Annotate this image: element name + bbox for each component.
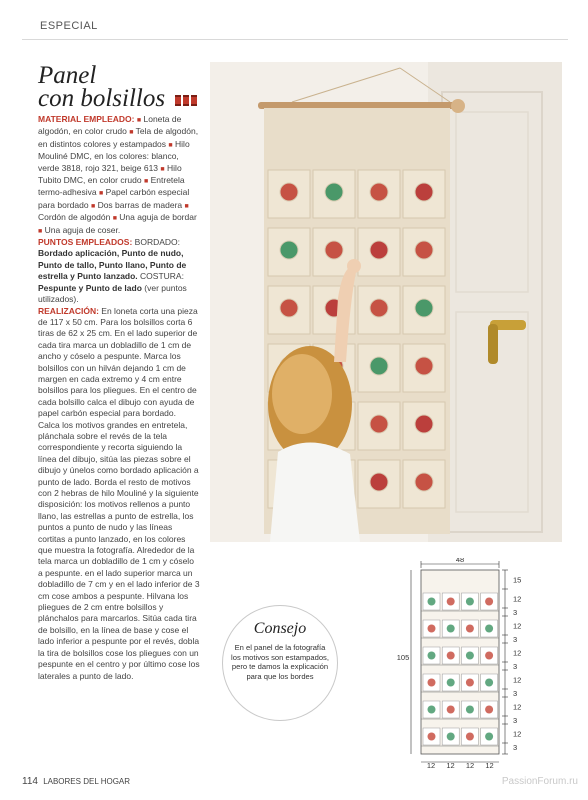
pocket-motif	[280, 183, 298, 201]
diagram-motif	[466, 733, 474, 741]
diagram-motif	[428, 706, 436, 714]
material-item: Hilo Mouliné DMC, en los colores: blanco, verde 3818, rojo 321, beige 613	[38, 138, 190, 173]
pocket-motif	[415, 299, 433, 317]
bullet-icon: ■	[160, 165, 165, 173]
instructions-column	[38, 114, 200, 682]
watermark: PassionForum.ru	[501, 776, 578, 787]
diagram-motif	[485, 625, 493, 633]
section-label: ESPECIAL	[40, 20, 98, 32]
dimension-label: 12	[513, 675, 522, 685]
diagram-right-dimensions	[502, 570, 521, 754]
pocket-motif	[415, 473, 433, 491]
pocket-motif	[325, 183, 343, 201]
dimension-label: 12	[513, 648, 522, 658]
diagram-width-label: 48	[455, 558, 465, 564]
material-item: Entretela termo-adhesiva	[38, 175, 185, 198]
diagram-motif	[428, 652, 436, 660]
dimension-label: 3	[513, 635, 518, 644]
title-line-2-wrap	[38, 87, 197, 110]
dimension-label: 3	[513, 608, 518, 617]
sewing-stitches: Pespunte y Punto de lado	[38, 282, 142, 293]
dimension-label: 12	[485, 761, 494, 770]
material-item: Hilo Tubito DMC, en color crudo	[38, 162, 182, 186]
panel-diagram	[393, 558, 553, 770]
magazine-name: LABORES DEL HOGAR	[43, 777, 131, 786]
bullet-icon: ■	[144, 178, 149, 186]
diagram-motif	[447, 733, 455, 741]
diagram-bottom-dimensions	[421, 761, 499, 770]
diagram-motif	[466, 598, 474, 606]
sewing-label: COSTURA:	[140, 271, 184, 282]
embroidery-label: BORDADO:	[134, 237, 181, 248]
pocket-motif	[370, 241, 388, 259]
page-footer	[22, 776, 130, 787]
diagram-motif	[447, 679, 455, 687]
material-item: Papel carbón especial para bordado	[38, 187, 190, 210]
points-heading: PUNTOS EMPLEADOS:	[38, 237, 133, 248]
dimension-label: 3	[513, 689, 518, 698]
dimension-label: 12	[465, 761, 475, 770]
sewing-note: (ver puntos utilizados).	[38, 282, 187, 305]
title-line-1: Panel	[38, 62, 97, 89]
pocket-motif	[415, 357, 433, 375]
bullet-icon: ■	[90, 202, 96, 210]
material-item: Una aguja de coser.	[44, 224, 121, 235]
diagram-motif	[466, 679, 474, 687]
diagram-motif	[428, 733, 436, 741]
bullet-icon: ■	[98, 190, 104, 198]
material-item: Una aguja de bordar	[119, 212, 197, 223]
pocket-motif	[415, 415, 433, 433]
tip-title: Consejo	[253, 620, 307, 637]
bullet-icon: ■	[184, 202, 189, 210]
thread-spools-icon	[175, 95, 197, 106]
dimension-label: 3	[513, 716, 518, 725]
diagram-motif	[466, 625, 474, 633]
diagram-height-label: 105	[396, 653, 410, 662]
pocket-motif	[280, 299, 298, 317]
dimension-label: 3	[513, 743, 518, 752]
pocket-motif	[370, 299, 388, 317]
dimension-label: 12	[426, 761, 436, 770]
dimension-label: 12	[513, 621, 522, 631]
pocket-motif	[370, 415, 388, 433]
advent-panel-photo	[210, 62, 562, 542]
dimension-label: 12	[513, 702, 522, 712]
diagram-motif	[428, 598, 436, 606]
materials-heading: MATERIAL EMPLEADO:	[38, 114, 135, 124]
material-item: Loneta de algodón, en color crudo	[38, 114, 182, 137]
diagram-motif	[485, 706, 493, 714]
embroidery-stitches: Bordado aplicación, Punto de nudo, Punto de tallo, Punto llano, Punto de estrella y Punto lanzado.	[38, 248, 187, 282]
page-number: 114	[22, 776, 38, 787]
dimension-label: 12	[513, 729, 522, 739]
article-title	[38, 64, 197, 110]
pocket-motif	[370, 473, 388, 491]
pocket-motif	[370, 357, 388, 375]
bullet-icon: ■	[112, 215, 117, 223]
diagram-motif	[428, 625, 436, 633]
dimension-label: 12	[446, 761, 455, 770]
bullet-icon: ■	[129, 129, 134, 137]
dimension-label: 15	[513, 575, 522, 585]
material-item: Dos barras de madera	[97, 199, 183, 210]
diagram-motif	[485, 598, 493, 606]
diagram-motif	[428, 679, 436, 687]
material-item: Cordón de algodón	[38, 212, 111, 223]
diagram-motif	[466, 652, 474, 660]
points-paragraph	[38, 237, 200, 305]
pocket-motif	[415, 241, 433, 259]
realization-paragraph	[38, 306, 200, 682]
diagram-motif	[447, 652, 455, 660]
bullet-icon: ■	[168, 141, 173, 149]
dimension-label: 12	[513, 594, 522, 604]
diagram-motif	[485, 733, 493, 741]
realization-text: En loneta corta una pieza de 117 x 50 cm. Para los bolsillos corta 6 tiras de 62 x 25 cm. En el lado superior de cada tira marca un dobladillo de 1 cm de ancho y cóselo a pespunte. Marca los bolsillos con un hilván dejando 1 cm de margen en cada extremo y 4 cm entre bolsillos para los pliegues. En el centro de cada bolsillo calca el dibujo con ayuda de papel carbón especial para bordado. Calca los motivos grandes en entretela, plánchala sobre el revés de la tela correspondiente y recorta siguiendo la línea del dibujo, sitúa las piezas sobre el dibujo y únelos como bordado aplicación a punto de lado. Borda el resto de motivos con 2 hebras de hilo Mouliné y la siguiente disposición: los motivos rellenos a punto llano, las estrellas a punto de estrella, los puntos a punto de nudo y las líneas cortitas a punto lanzado, en los colores que muestra la fotografía. Alrededor de la tela marca un dobladillo de 1 cm y cóselo a pespunte. en el lado superior marca un dobladillo de 7 cm y en el lado inferior de 3 cm cose ambos a pespunte. Hilvana los pliegues de 2 cm entre bolsillos y plánchalos para marcarlos. Sitúa cada tira de bolsillo, en la línea de base y cose el lado inferior a pespunte por el revés, dobla la tira de bolsillos cose los pliegues con un pespunte en el centro y por último cose los laterales a punto de lado.	[38, 305, 200, 681]
pocket-motif	[415, 183, 433, 201]
diagram-motif	[447, 706, 455, 714]
tip-text: En el panel de la fotografía los motivos son estampados, pero te damos la explicación para que los bordes	[231, 643, 329, 681]
tip-circle	[222, 605, 338, 721]
realization-heading: REALIZACIÓN:	[38, 305, 99, 316]
diagram-motif	[447, 625, 455, 633]
diagram-motif	[447, 598, 455, 606]
pocket-motif	[325, 241, 343, 259]
bullet-icon: ■	[136, 117, 142, 124]
material-item: Tela de algodón, en distintos colores y estampados	[38, 126, 199, 149]
pocket-motif	[280, 241, 298, 259]
bullet-icon: ■	[38, 227, 43, 235]
title-line-2: con bolsillos	[38, 85, 166, 112]
materials-paragraph	[38, 114, 200, 237]
dimension-label: 3	[513, 662, 518, 671]
diagram-motif	[485, 679, 493, 687]
header-divider	[22, 39, 568, 40]
pocket-motif	[370, 183, 388, 201]
diagram-motif	[485, 652, 493, 660]
diagram-motif	[466, 706, 474, 714]
